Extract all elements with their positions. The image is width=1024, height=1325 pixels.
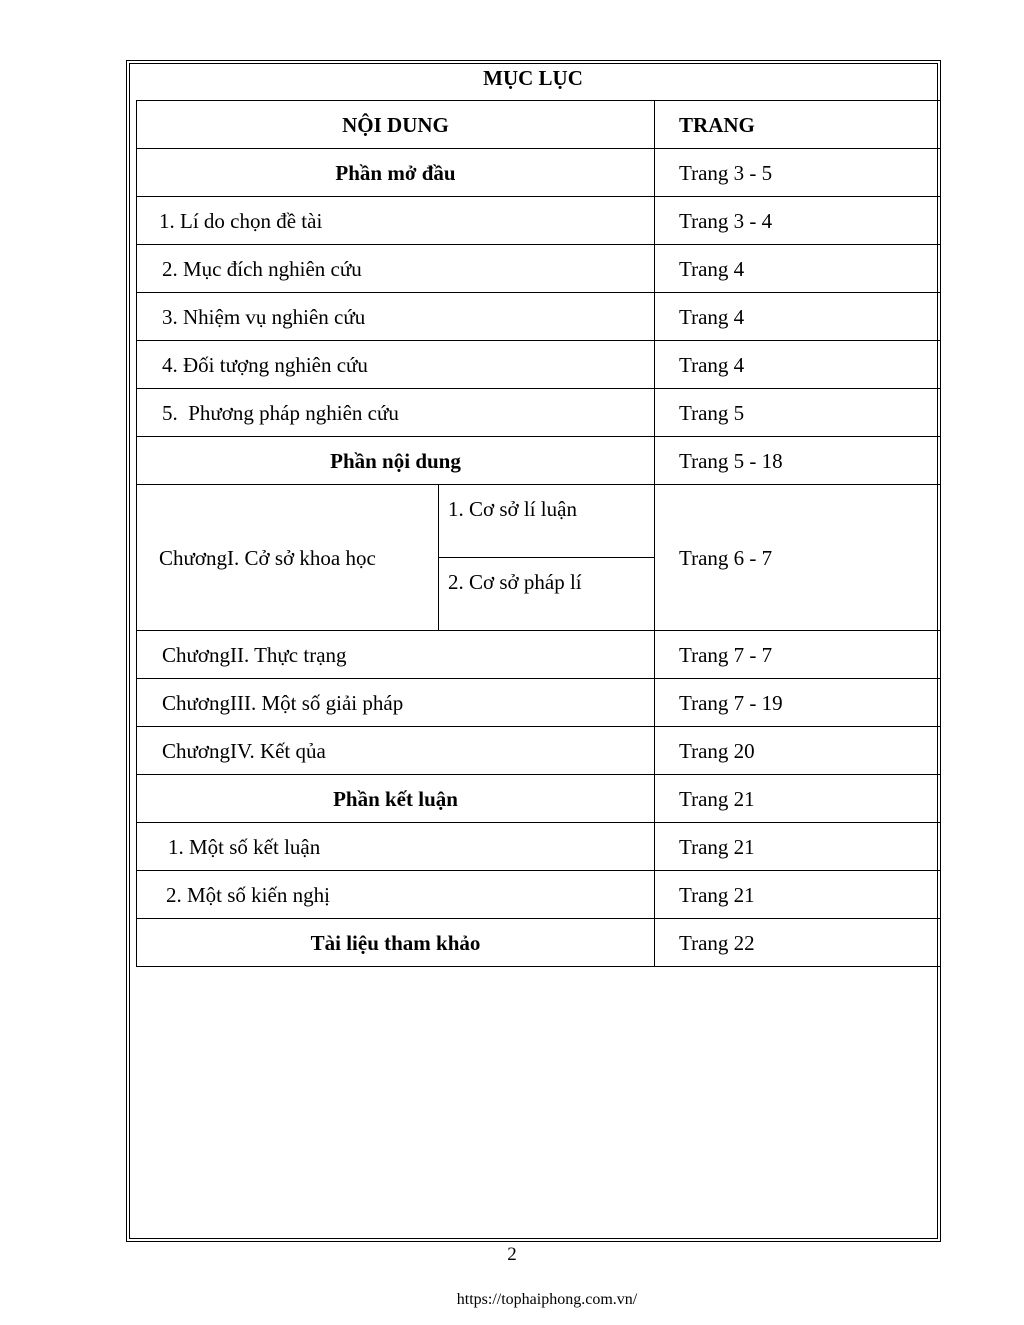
table-row	[137, 631, 941, 679]
page-ref: Trang 21	[655, 871, 941, 919]
item-title: ChươngIII. Một số giải pháp	[137, 679, 655, 727]
section-title: Phần nội dung	[137, 437, 655, 485]
subitem-label: 1. Cơ sở lí luận	[448, 497, 577, 521]
page-ref: Trang 4	[655, 341, 941, 389]
table-row	[137, 293, 941, 341]
page-ref: Trang 3 - 5	[655, 149, 941, 197]
item-title: 4. Đối tượng nghiên cứu	[137, 341, 655, 389]
table-row	[137, 919, 941, 967]
page-ref: Trang 20	[655, 727, 941, 775]
item-title: 2. Một số kiến nghị	[137, 871, 655, 919]
table-row	[137, 389, 941, 437]
subitem-2	[439, 558, 655, 631]
table-row	[137, 245, 941, 293]
page-ref: Trang 21	[655, 775, 941, 823]
item-title: 5. Phương pháp nghiên cứu	[137, 389, 655, 437]
subitem-1	[439, 485, 655, 558]
page-ref: Trang 22	[655, 919, 941, 967]
item-title: 2. Mục đích nghiên cứu	[137, 245, 655, 293]
page-ref: Trang 3 - 4	[655, 197, 941, 245]
table-row	[137, 437, 941, 485]
header-page: TRANG	[655, 101, 941, 149]
table-row	[137, 823, 941, 871]
subitem-label: 2. Cơ sở pháp lí	[448, 570, 582, 594]
table-row	[137, 485, 941, 558]
section-title: Phần kết luận	[137, 775, 655, 823]
page-ref: Trang 4	[655, 245, 941, 293]
section-title: Phần mở đầu	[137, 149, 655, 197]
item-title: 1. Một số kết luận	[137, 823, 655, 871]
chapter-title: ChươngI. Cở sở khoa học	[137, 485, 439, 631]
toc-title: MỤC LỤC	[483, 66, 583, 90]
header-content: NỘI DUNG	[137, 101, 655, 149]
table-row	[137, 775, 941, 823]
table-row	[137, 679, 941, 727]
item-title: 1. Lí do chọn đề tài	[137, 197, 655, 245]
page-ref: Trang 6 - 7	[655, 485, 941, 631]
table-row	[137, 727, 941, 775]
page-ref: Trang 5	[655, 389, 941, 437]
page-ref: Trang 4	[655, 293, 941, 341]
item-title: 3. Nhiệm vụ nghiên cứu	[137, 293, 655, 341]
page-ref: Trang 5 - 18	[655, 437, 941, 485]
table-row	[137, 341, 941, 389]
footer-url[interactable]: https://tophaiphong.com.vn/	[456, 1291, 638, 1308]
page-ref: Trang 7 - 7	[655, 631, 941, 679]
item-title: ChươngIV. Kết qủa	[137, 727, 655, 775]
table-row	[137, 149, 941, 197]
section-title: Tài liệu tham khảo	[137, 919, 655, 967]
toc-table	[136, 100, 941, 967]
page-number: 2	[507, 1244, 517, 1265]
page-ref: Trang 21	[655, 823, 941, 871]
page-ref: Trang 7 - 19	[655, 679, 941, 727]
table-row	[137, 197, 941, 245]
toc-header-row	[137, 101, 941, 149]
item-title: ChươngII. Thực trạng	[137, 631, 655, 679]
table-row	[137, 871, 941, 919]
